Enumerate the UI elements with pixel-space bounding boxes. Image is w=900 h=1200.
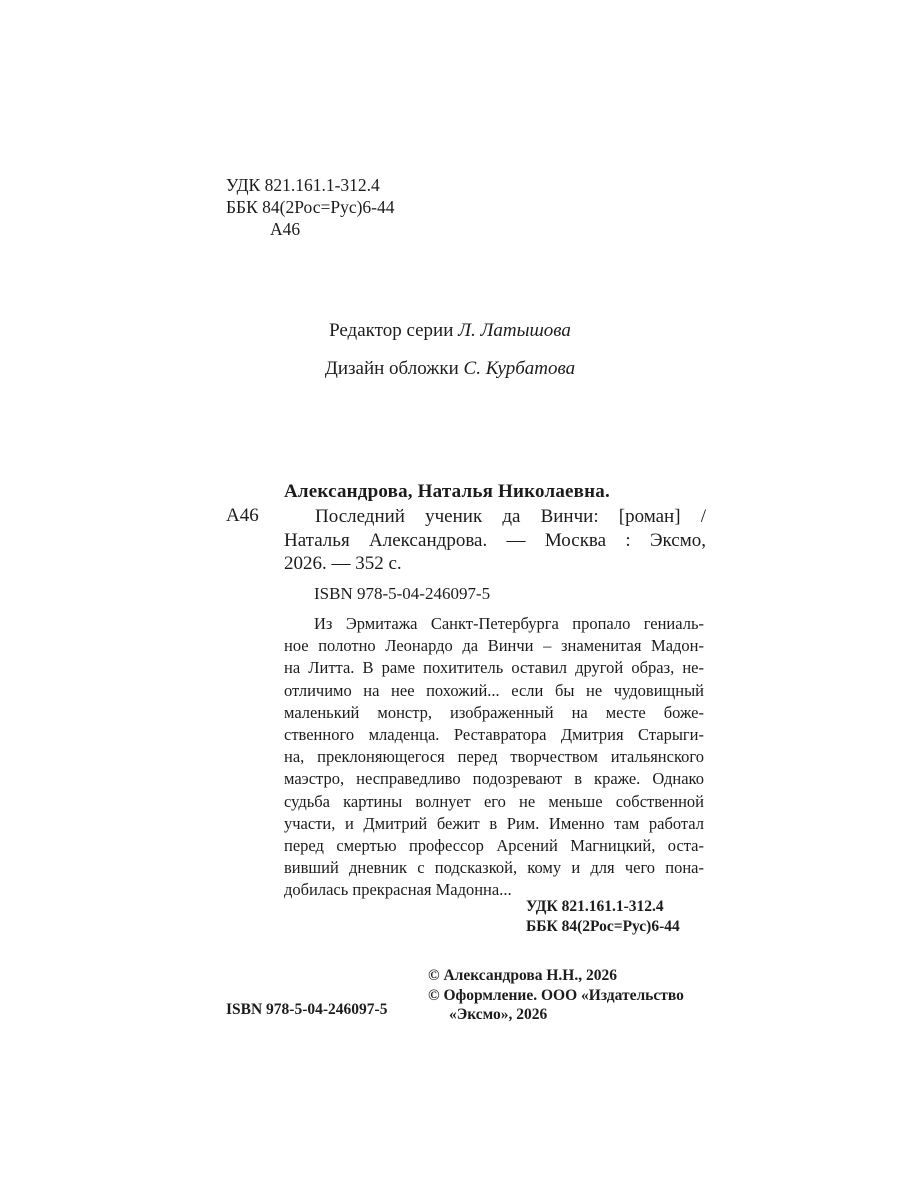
copyright-author: © Александрова Н.Н., 2026	[428, 967, 617, 984]
cover-design-label: Дизайн обложки	[324, 358, 459, 379]
copyright-block	[428, 966, 684, 1025]
record-isbn: ISBN 978-5-04-246097-5	[314, 584, 491, 603]
bibliographic-description	[284, 505, 706, 576]
annotation-line: на Литта. В раме похититель оставил другой образ, не-	[284, 658, 704, 678]
description-line: Последний ученик да Винчи: [роман] /	[315, 506, 706, 527]
copyright-design-continued: «Эксмо», 2026	[449, 1006, 548, 1023]
annotation-line: ное полотно Леонардо да Винчи – знаменитая Мадон-	[284, 636, 704, 656]
annotation-line: Из Эрмитажа Санкт-Петербурга пропало гениаль-	[314, 614, 704, 633]
cover-design-credit	[0, 358, 900, 380]
author-heading: Александрова, Наталья Николаевна.	[284, 481, 610, 502]
footer-classification-codes	[526, 897, 680, 937]
annotation-line: маленький монстр, изображенный на месте боже-	[284, 702, 704, 722]
annotation	[284, 613, 704, 902]
description-line: Наталья Александрова. — Москва : Эксмо,	[284, 529, 706, 551]
annotation-line: участи, и Дмитрий бежит в Рим. Именно там работал	[284, 813, 704, 833]
annotation-line: маэстро, несправедливо подозревают в краже. Однако	[284, 769, 704, 789]
copyright-design: © Оформление. ООО «Издательство	[428, 986, 684, 1004]
annotation-line: ственного младенца. Реставратора Дмитрия Старыги-	[284, 725, 704, 745]
isbn-bottom: ISBN 978-5-04-246097-5	[226, 1001, 388, 1018]
description-line: 2026. — 352 с.	[284, 553, 402, 574]
series-editor-label: Редактор серии	[329, 320, 454, 341]
annotation-line: вивший дневник с подсказкой, кому и для чего пона-	[284, 858, 704, 878]
annotation-line: перед смертью профессор Арсений Магницкий, оста-	[284, 836, 704, 856]
classification-codes	[226, 174, 395, 240]
footer-udk-code: УДК 821.161.1-312.4	[526, 898, 664, 915]
annotation-line: отличимо на нее похожий... если бы не чудовищный	[284, 680, 704, 700]
bbk-code: ББК 84(2Рос=Рус)6-44	[226, 197, 395, 217]
series-editor-name: Л. Латышова	[458, 320, 571, 341]
annotation-line: судьба картины волнует его не меньше собственной	[284, 791, 704, 811]
cover-design-name: С. Курбатова	[463, 358, 576, 379]
annotation-line: на, преклоняющегося перед творчеством итальянского	[284, 747, 704, 767]
footer-bbk-code: ББК 84(2Рос=Рус)6-44	[526, 918, 680, 935]
author-mark: А46	[270, 219, 301, 239]
annotation-line: добилась прекрасная Мадонна...	[284, 880, 512, 900]
series-editor-credit	[0, 320, 900, 342]
udk-code: УДК 821.161.1-312.4	[226, 175, 380, 195]
record-author-mark: А46	[226, 505, 259, 526]
